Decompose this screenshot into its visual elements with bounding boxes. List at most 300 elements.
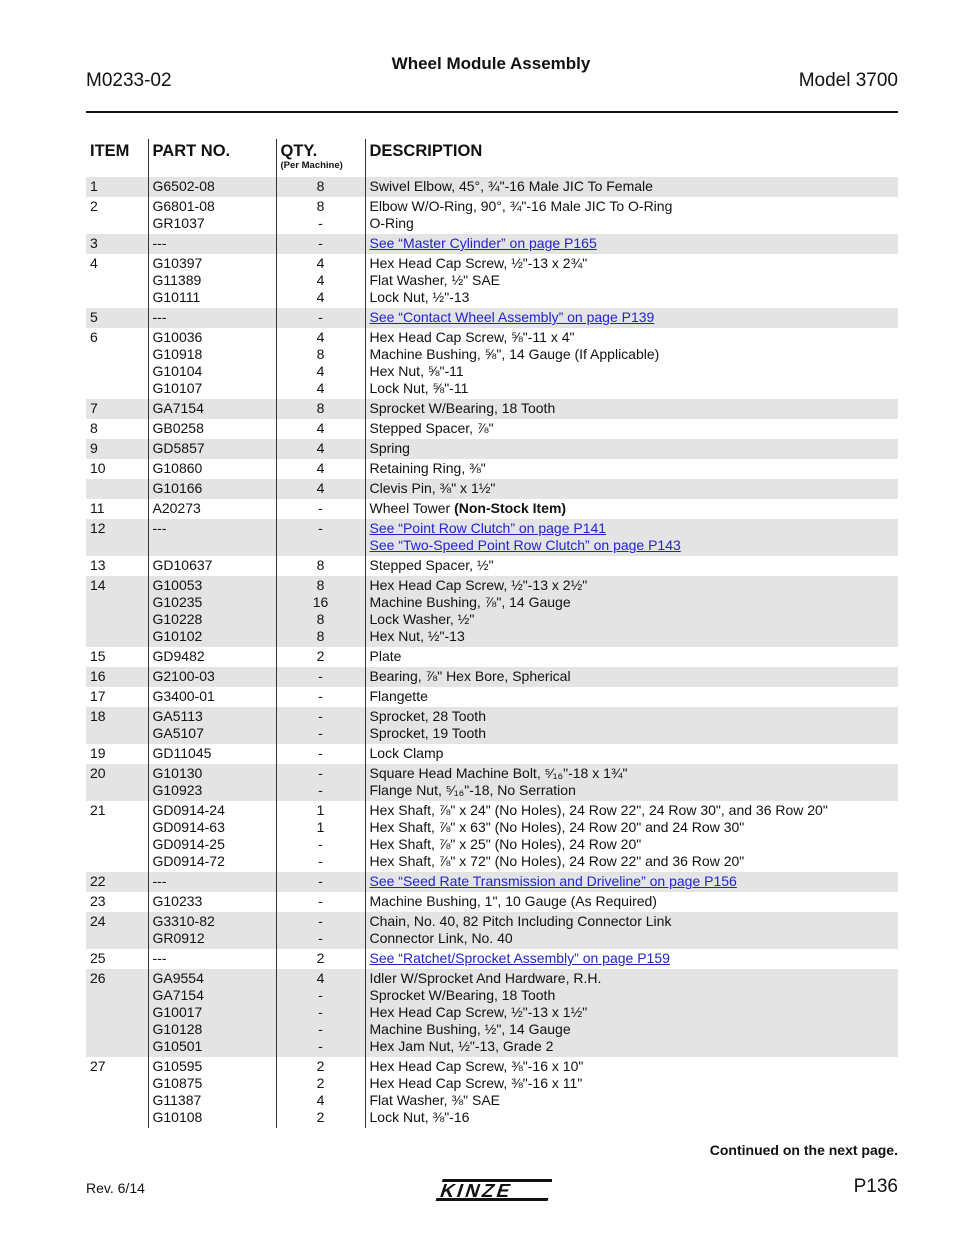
description-line [370, 950, 895, 967]
table-row [86, 687, 898, 707]
description-cell [365, 892, 898, 912]
description-cell [365, 234, 898, 254]
part-number [153, 537, 272, 554]
part-number: G10104 [152, 363, 203, 379]
part-number: GD5857 [152, 440, 205, 456]
part-number-cell [148, 479, 276, 499]
quantity-cell [276, 687, 365, 707]
quantity-cell [276, 254, 365, 308]
quantity: - [318, 215, 323, 231]
quantity: 4 [316, 289, 325, 305]
quantity: - [318, 930, 323, 946]
quantity-cell [276, 801, 365, 872]
part-number-cell [148, 499, 276, 519]
part-number: --- [152, 235, 167, 251]
part-number: G10397 [152, 255, 203, 271]
description-line: Connector Link, No. 40 [369, 930, 513, 946]
quantity-cell [276, 647, 365, 667]
quantity-cell [276, 912, 365, 949]
item-number: 17 [90, 688, 106, 704]
table-row [86, 177, 898, 197]
description-cell [365, 969, 898, 1057]
column-header-item: ITEM [90, 142, 130, 160]
quantity: - [318, 913, 323, 929]
table-row [86, 667, 898, 687]
part-number: G10128 [152, 1021, 203, 1037]
description-cell [365, 499, 898, 519]
part-number-cell [148, 197, 276, 234]
description-line: Sprocket W/Bearing, 18 Tooth [369, 400, 556, 416]
quantity: - [318, 668, 323, 684]
description-line: Flat Washer, ½" SAE [369, 272, 500, 288]
item-number: 4 [90, 255, 98, 271]
description-line: Lock Washer, ½" [369, 611, 475, 627]
quantity-cell [276, 419, 365, 439]
quantity-cell [276, 328, 365, 399]
quantity: 4 [316, 440, 325, 456]
part-number: GD9482 [152, 648, 205, 664]
description-line: Hex Shaft, ⅞" x 24" (No Holes), 24 Row 22", 24 Row 30", and 36 Row 20" [369, 802, 828, 818]
part-number: GA5107 [152, 725, 204, 741]
page-reference-link[interactable]: See “Master Cylinder” on page P165 [369, 235, 597, 251]
part-number: G10102 [152, 628, 203, 644]
part-number: GD0914-24 [152, 802, 225, 818]
part-number: --- [152, 873, 167, 889]
description-cell [365, 197, 898, 234]
description-cell [365, 439, 898, 459]
part-number: G3400-01 [152, 688, 215, 704]
item-number: 6 [90, 329, 98, 345]
description-line [370, 537, 895, 554]
description-cell [365, 556, 898, 576]
description-cell [365, 479, 898, 499]
table-row [86, 1057, 898, 1128]
description-line: Flangette [369, 688, 428, 704]
table-row [86, 234, 898, 254]
document-number: M0233-02 [86, 70, 172, 91]
quantity: 8 [316, 577, 325, 593]
logo-text: KINZE [437, 1180, 517, 1202]
item-number: 9 [86, 439, 148, 459]
quantity: 2 [316, 648, 325, 664]
page-reference-link[interactable]: See “Two-Speed Point Row Clutch” on page P143 [369, 537, 681, 553]
page-reference-link[interactable]: See “Point Row Clutch” on page P141 [369, 520, 607, 536]
quantity-cell [276, 892, 365, 912]
column-header-qty [276, 139, 365, 177]
quantity-cell [276, 764, 365, 801]
quantity: - [318, 873, 323, 889]
item-number: 23 [90, 893, 106, 909]
page-title: Wheel Module Assembly [391, 54, 591, 73]
description-note: (Non-Stock Item) [454, 500, 567, 516]
item-number: 21 [90, 802, 106, 818]
quantity-cell [276, 479, 365, 499]
description-cell [365, 419, 898, 439]
description-line [370, 309, 895, 326]
description-line: Hex Jam Nut, ½"-13, Grade 2 [369, 1038, 554, 1054]
page-reference-link[interactable]: See “Ratchet/Sprocket Assembly” on page P159 [369, 950, 670, 966]
description-line [370, 500, 895, 517]
item-number: 27 [90, 1058, 106, 1074]
item-number: 15 [90, 648, 106, 664]
description-line: Hex Shaft, ⅞" x 72" (No Holes), 24 Row 22" and 36 Row 20" [369, 853, 745, 869]
quantity: 2 [316, 1058, 325, 1074]
column-header-part-no: PART NO. [148, 139, 276, 177]
part-number-cell [148, 459, 276, 479]
part-number: --- [152, 309, 167, 325]
part-number: G11389 [152, 272, 202, 288]
quantity: - [318, 782, 323, 798]
part-number: GR1037 [152, 215, 205, 231]
table-row [86, 556, 898, 576]
quantity: 8 [316, 178, 325, 194]
quantity-cell [276, 707, 365, 744]
quantity: - [318, 1004, 323, 1020]
description-line [370, 873, 895, 890]
quantity: - [318, 765, 323, 781]
quantity: - [318, 235, 323, 251]
quantity: 4 [316, 380, 325, 396]
quantity-cell [276, 744, 365, 764]
part-number: G10017 [152, 1004, 203, 1020]
part-number: GB0258 [152, 420, 204, 436]
description-line: Elbow W/O-Ring, 90°, ¾"-16 Male JIC To O-Ring [369, 198, 673, 214]
qty-sublabel: (Per Machine) [280, 160, 343, 171]
quantity: 4 [316, 420, 325, 436]
table-row [86, 707, 898, 744]
description-line: Hex Nut, ½"-13 [369, 628, 465, 644]
description-cell [365, 687, 898, 707]
part-number: G10923 [152, 782, 203, 798]
description-cell [365, 764, 898, 801]
part-number: --- [152, 520, 167, 536]
part-number: GA7154 [152, 400, 204, 416]
quantity: - [318, 745, 323, 761]
part-number-cell [148, 764, 276, 801]
description-text: Wheel Tower [369, 500, 455, 516]
quantity-cell [276, 197, 365, 234]
part-number-cell [148, 667, 276, 687]
part-number-cell [148, 419, 276, 439]
quantity-cell [276, 556, 365, 576]
description-line: Idler W/Sprocket And Hardware, R.H. [369, 970, 602, 986]
description-cell [365, 1057, 898, 1128]
item-number: 13 [90, 557, 106, 573]
item-number: 19 [90, 745, 106, 761]
part-number: G10111 [152, 289, 201, 305]
item-number: 16 [86, 667, 148, 687]
quantity-cell [276, 872, 365, 892]
table-row [86, 764, 898, 801]
quantity-cell [276, 499, 365, 519]
description-line: Retaining Ring, ⅜" [369, 460, 486, 476]
description-line [370, 520, 895, 537]
part-number: GD0914-63 [152, 819, 225, 835]
quantity: - [318, 1021, 323, 1037]
item-number: 8 [90, 420, 98, 436]
quantity: 8 [316, 346, 325, 362]
part-number: GA5113 [152, 708, 203, 724]
page-number: P136 [853, 1176, 898, 1197]
part-number-cell [148, 308, 276, 328]
parts-table-body [86, 177, 898, 1128]
description-cell [365, 576, 898, 647]
description-line: Sprocket W/Bearing, 18 Tooth [369, 987, 556, 1003]
quantity: 4 [316, 480, 325, 496]
parts-table [86, 139, 898, 1128]
description-line: Lock Nut, ½"-13 [369, 289, 470, 305]
quantity: 2 [316, 1109, 325, 1125]
table-row [86, 479, 898, 499]
part-number: G10130 [152, 765, 203, 781]
part-number-cell [148, 576, 276, 647]
description-line: Machine Bushing, 1", 10 Gauge (As Required) [369, 893, 657, 909]
description-line: Spring [369, 440, 410, 456]
table-row [86, 912, 898, 949]
quantity-cell [276, 949, 365, 969]
part-number: G10918 [152, 346, 203, 362]
table-row [86, 576, 898, 647]
quantity: 4 [316, 970, 325, 986]
description-cell [365, 399, 898, 419]
item-number: 5 [86, 308, 148, 328]
quantity: - [318, 688, 323, 704]
quantity: 4 [316, 460, 325, 476]
table-row [86, 647, 898, 667]
description-line: Hex Head Cap Screw, ½"-13 x 2½" [369, 577, 588, 593]
quantity: 4 [316, 329, 325, 345]
part-number-cell [148, 912, 276, 949]
part-number-cell [148, 399, 276, 419]
quantity-cell [276, 969, 365, 1057]
description-line: Hex Nut, ⅝"-11 [369, 363, 464, 379]
table-row [86, 459, 898, 479]
quantity-cell [276, 459, 365, 479]
description-line: Machine Bushing, ⅝", 14 Gauge (If Applicable) [369, 346, 660, 362]
part-number-cell [148, 949, 276, 969]
item-number: 11 [90, 500, 105, 516]
model-name: Model 3700 [798, 70, 898, 91]
part-number: G10228 [152, 611, 203, 627]
part-number-cell [148, 234, 276, 254]
page-reference-link[interactable]: See “Contact Wheel Assembly” on page P139 [369, 309, 655, 325]
part-number-cell [148, 647, 276, 667]
item-number: 12 [86, 519, 148, 556]
item-number: 22 [86, 872, 148, 892]
quantity [281, 537, 361, 554]
quantity-cell [276, 399, 365, 419]
quantity: 1 [316, 802, 325, 818]
part-number: G10860 [152, 460, 203, 476]
item-number: 25 [90, 950, 106, 966]
item-number: 7 [86, 399, 148, 419]
description-line: Stepped Spacer, ⅞" [369, 420, 494, 436]
page-reference-link[interactable]: See “Seed Rate Transmission and Driveline” on page P156 [369, 873, 737, 889]
part-number-cell [148, 744, 276, 764]
description-cell [365, 459, 898, 479]
description-cell [365, 254, 898, 308]
table-row [86, 892, 898, 912]
quantity: 2 [316, 1075, 325, 1091]
item-number: 20 [86, 764, 148, 801]
part-number: G10036 [152, 329, 203, 345]
part-number: A20273 [152, 500, 201, 516]
description-cell [365, 308, 898, 328]
description-line: Hex Head Cap Screw, ½"-13 x 1½" [369, 1004, 588, 1020]
quantity: 4 [316, 363, 325, 379]
table-row [86, 399, 898, 419]
quantity: 4 [316, 255, 325, 271]
quantity: 4 [316, 272, 325, 288]
quantity: - [318, 987, 323, 1003]
part-number-cell [148, 892, 276, 912]
table-row [86, 801, 898, 872]
description-cell [365, 177, 898, 197]
part-number: G11387 [152, 1092, 202, 1108]
quantity: 2 [316, 950, 325, 966]
part-number: --- [152, 950, 167, 966]
table-row [86, 949, 898, 969]
item-number: 18 [86, 707, 148, 744]
item-number [86, 479, 148, 499]
quantity: - [318, 725, 323, 741]
table-row [86, 519, 898, 556]
quantity-cell [276, 1057, 365, 1128]
description-cell [365, 872, 898, 892]
part-number: G6801-08 [152, 198, 215, 214]
quantity-cell [276, 234, 365, 254]
part-number-cell [148, 1057, 276, 1128]
description-line: Bearing, ⅞" Hex Bore, Spherical [369, 668, 571, 684]
part-number: G3310-82 [152, 913, 215, 929]
table-row [86, 439, 898, 459]
description-line [370, 235, 895, 252]
description-line: Stepped Spacer, ½" [369, 557, 494, 573]
item-number: 26 [86, 969, 148, 1057]
part-number-cell [148, 439, 276, 459]
table-row [86, 308, 898, 328]
description-cell [365, 328, 898, 399]
table-row [86, 419, 898, 439]
quantity: - [318, 520, 323, 536]
quantity: 8 [316, 557, 325, 573]
part-number: GD0914-25 [152, 836, 225, 852]
description-line: O-Ring [369, 215, 414, 231]
quantity: - [318, 708, 323, 724]
part-number-cell [148, 969, 276, 1057]
description-line: Swivel Elbow, 45°, ¾"-16 Male JIC To Female [369, 178, 653, 194]
kinze-logo-mark [432, 1175, 552, 1205]
quantity-cell [276, 308, 365, 328]
part-number: G10235 [152, 594, 203, 610]
description-line: Chain, No. 40, 82 Pitch Including Connector Link [369, 913, 672, 929]
description-line: Hex Head Cap Screw, ⅜"-16 x 11" [369, 1075, 583, 1091]
description-line: Plate [369, 648, 402, 664]
part-number: GR0912 [152, 930, 205, 946]
item-number: 24 [86, 912, 148, 949]
quantity: 4 [316, 1092, 325, 1108]
table-row [86, 328, 898, 399]
description-line: Lock Clamp [369, 745, 444, 761]
part-number: G10107 [152, 380, 203, 396]
item-number: 3 [86, 234, 148, 254]
part-number: G2100-03 [152, 668, 215, 684]
quantity: 16 [312, 594, 329, 610]
column-header-description: DESCRIPTION [365, 139, 898, 177]
quantity: 8 [316, 400, 325, 416]
part-number: G10166 [152, 480, 203, 496]
description-line: Hex Head Cap Screw, ⅝"-11 x 4" [369, 329, 575, 345]
description-line: Flange Nut, ⁵⁄₁₆"-18, No Serration [369, 782, 576, 798]
part-number: GD0914-72 [152, 853, 225, 869]
quantity: - [318, 500, 323, 516]
quantity-cell [276, 519, 365, 556]
description-line: Machine Bushing, ½", 14 Gauge [369, 1021, 571, 1037]
quantity: 1 [316, 819, 325, 835]
table-row [86, 499, 898, 519]
description-line: Flat Washer, ⅜" SAE [369, 1092, 500, 1108]
table-row [86, 744, 898, 764]
kinze-logo [432, 1175, 552, 1210]
part-number-cell [148, 872, 276, 892]
part-number: G10053 [152, 577, 203, 593]
description-line: Hex Shaft, ⅞" x 25" (No Holes), 24 Row 20" [369, 836, 642, 852]
part-number-cell [148, 801, 276, 872]
quantity: - [318, 893, 323, 909]
description-line: Lock Nut, ⅝"-11 [369, 380, 469, 396]
header-divider [86, 111, 898, 113]
part-number-cell [148, 519, 276, 556]
item-number: 1 [86, 177, 148, 197]
qty-label: QTY. [280, 142, 318, 160]
revision-label: Rev. 6/14 [86, 1180, 145, 1196]
part-number-cell [148, 328, 276, 399]
part-number-cell [148, 254, 276, 308]
part-number: G10108 [152, 1109, 203, 1125]
table-row [86, 969, 898, 1057]
description-line: Machine Bushing, ⅞", 14 Gauge [369, 594, 571, 610]
table-row [86, 254, 898, 308]
description-line: Square Head Machine Bolt, ⁵⁄₁₆"-18 x 1¾" [369, 765, 628, 781]
description-cell [365, 744, 898, 764]
part-number: G10233 [152, 893, 203, 909]
part-number-cell [148, 687, 276, 707]
quantity: - [318, 836, 323, 852]
continued-note: Continued on the next page. [709, 1142, 898, 1158]
item-number: 10 [90, 460, 106, 476]
description-cell [365, 707, 898, 744]
table-row [86, 197, 898, 234]
description-line: Clevis Pin, ⅜" x 1½" [369, 480, 496, 496]
quantity: 8 [316, 198, 325, 214]
quantity: 8 [316, 628, 325, 644]
description-line: Lock Nut, ⅜"-16 [369, 1109, 470, 1125]
item-number: 14 [86, 576, 148, 647]
description-line: Hex Shaft, ⅞" x 63" (No Holes), 24 Row 20" and 24 Row 30" [369, 819, 745, 835]
description-cell [365, 912, 898, 949]
quantity-cell [276, 177, 365, 197]
part-number: G10875 [152, 1075, 203, 1091]
description-line: Hex Head Cap Screw, ½"-13 x 2¾" [369, 255, 588, 271]
part-number: G6502-08 [152, 178, 215, 194]
part-number: GD11045 [152, 745, 212, 761]
description-cell [365, 667, 898, 687]
part-number-cell [148, 556, 276, 576]
quantity-cell [276, 576, 365, 647]
description-line: Hex Head Cap Screw, ⅜"-16 x 10" [369, 1058, 584, 1074]
description-cell [365, 801, 898, 872]
description-cell [365, 647, 898, 667]
